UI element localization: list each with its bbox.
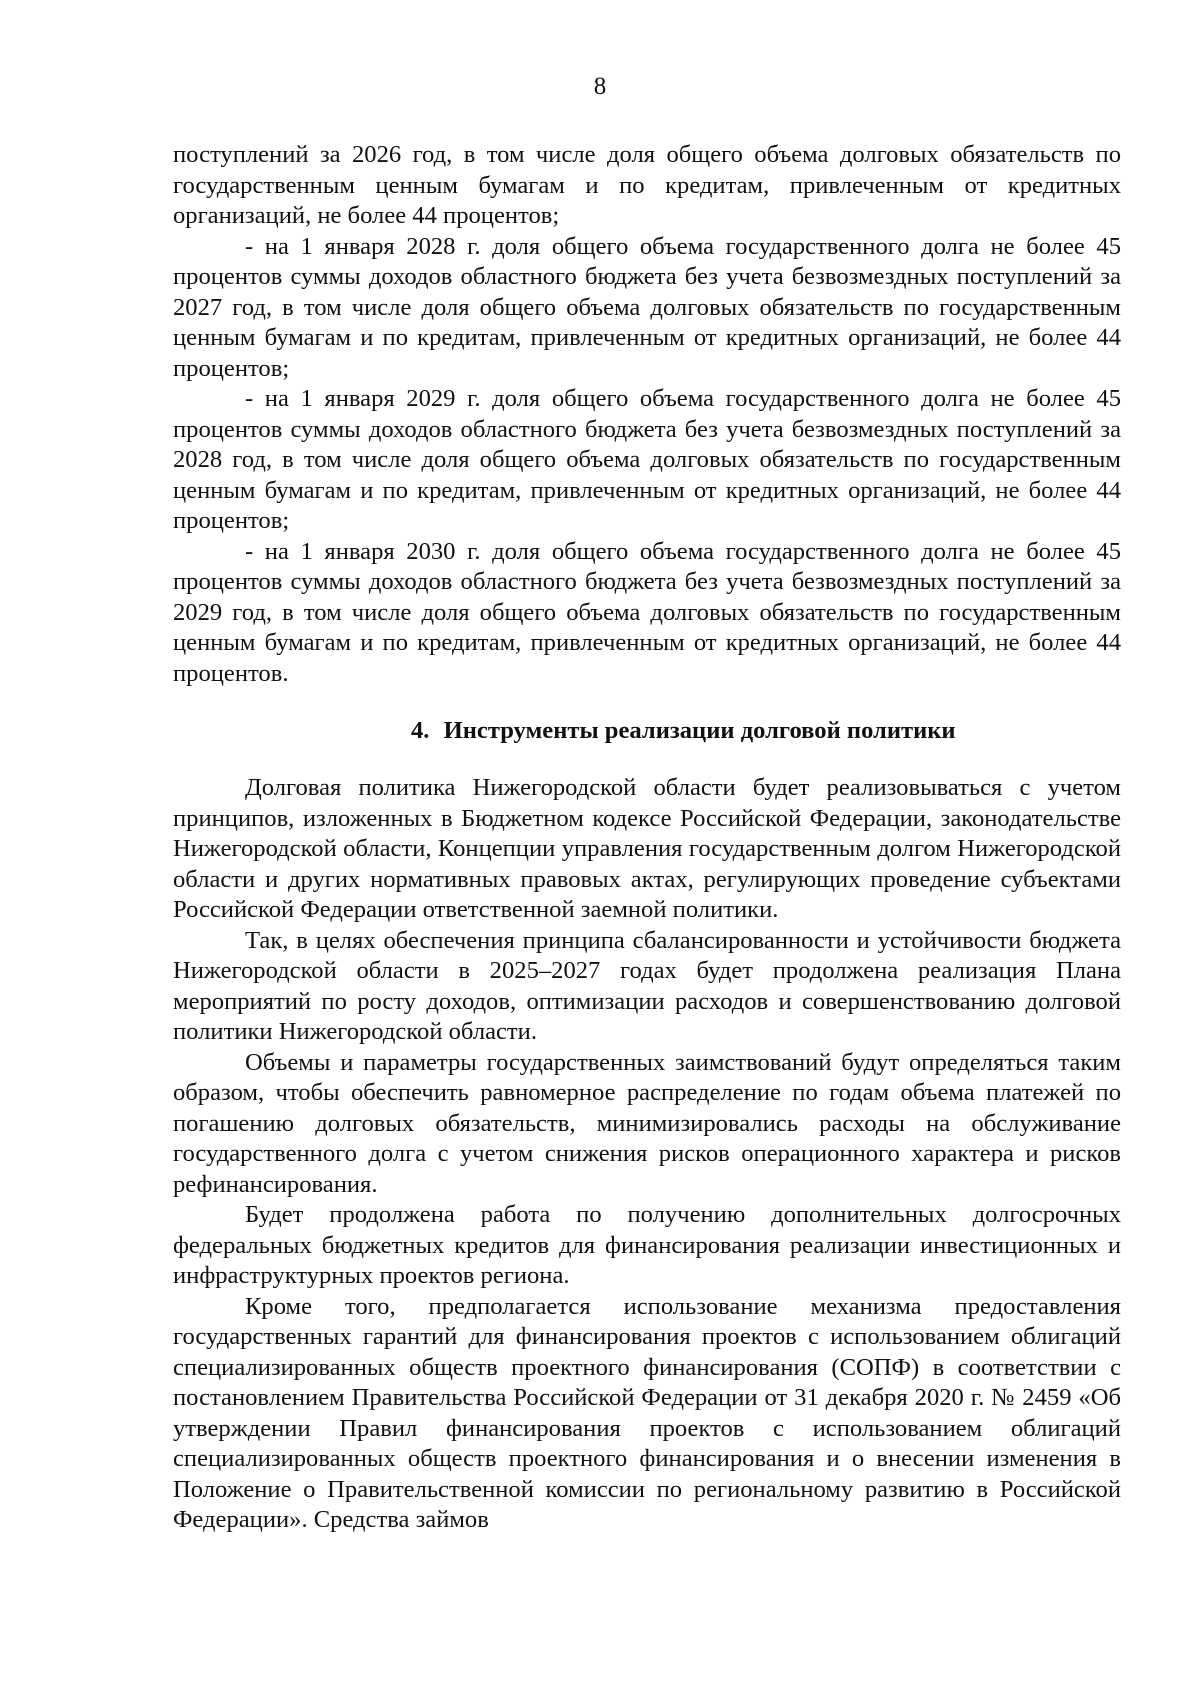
section-title: Инструменты реализации долговой политики	[443, 717, 956, 744]
section-number: 4.	[411, 717, 430, 744]
document-body	[173, 140, 1121, 1536]
paragraph-balance-plan: Так, в целях обеспечения принципа сбалансированности и устойчивости бюджета Нижегородской области в 2025–2027 годах будет продолжена реализация Плана мероприятий по росту доходов, оптимизации расходов и совершенствованию долговой политики Нижегородской области.	[173, 926, 1121, 1045]
paragraph-continuation: поступлений за 2026 год, в том числе доля общего объема долговых обязательств по государственным ценным бумагам и по кредитам, привлеченным от кредитных организаций, не более 44 процентов;	[173, 141, 1121, 229]
paragraph-state-guarantees: Кроме того, предполагается использование механизма предоставления государственных гарантий для финансирования проектов с использованием облигаций специализированных обществ проектного финансирования (СОПФ) в соответствии с постановлением Правительства Российской Федерации от 31 декабря 2020 г. № 2459 «Об утверждении Правил финансирования проектов с использованием облигаций специализированных обществ проектного финансирования и о внесении изменения в Положение о Правительственной комиссии по региональному развитию в Российской Федерации». Средства займов	[173, 1292, 1121, 1533]
page-number: 8	[593, 73, 607, 100]
paragraph-federal-credits: Будет продолжена работа по получению дополнительных долгосрочных федеральных бюджетных кредитов для финансирования реализации инвестиционных и инфраструктурных проектов региона.	[173, 1201, 1121, 1289]
section-heading	[173, 716, 1121, 746]
list-item-2028: - на 1 января 2028 г. доля общего объема государственного долга не более 45 процентов суммы доходов областного бюджета без учета безвозмездных поступлений за 2027 год, в том числе доля общего объема долговых обязательств по государственным ценным бумагам и по кредитам, привлеченным от кредитных организаций, не более 44 процентов;	[173, 232, 1121, 382]
list-item-2030: - на 1 января 2030 г. доля общего объема государственного долга не более 45 процентов суммы доходов областного бюджета без учета безвозмездных поступлений за 2029 год, в том числе доля общего объема долговых обязательств по государственным ценным бумагам и по кредитам, привлеченным от кредитных организаций, не более 44 процентов.	[173, 537, 1121, 687]
paragraph-debt-policy-principles: Долговая политика Нижегородской области будет реализовываться с учетом принципов, изложенных в Бюджетном кодексе Российской Федерации, законодательстве Нижегородской области, Концепции управления государственным долгом Нижегородской области и других нормативных правовых актах, регулирующих проведение субъектами Российской Федерации ответственной заемной политики.	[173, 774, 1121, 923]
paragraph-borrowing-parameters: Объемы и параметры государственных заимствований будут определяться таким образом, чтобы обеспечить равномерное распределение по годам объема платежей по погашению долговых обязательств, минимизировались расходы на обслуживание государственного долга с учетом снижения рисков операционного характера и рисков рефинансирования.	[173, 1048, 1121, 1198]
list-item-2029: - на 1 января 2029 г. доля общего объема государственного долга не более 45 процентов суммы доходов областного бюджета без учета безвозмездных поступлений за 2028 год, в том числе доля общего объема долговых обязательств по государственным ценным бумагам и по кредитам, привлеченным от кредитных организаций, не более 44 процентов;	[173, 385, 1121, 534]
